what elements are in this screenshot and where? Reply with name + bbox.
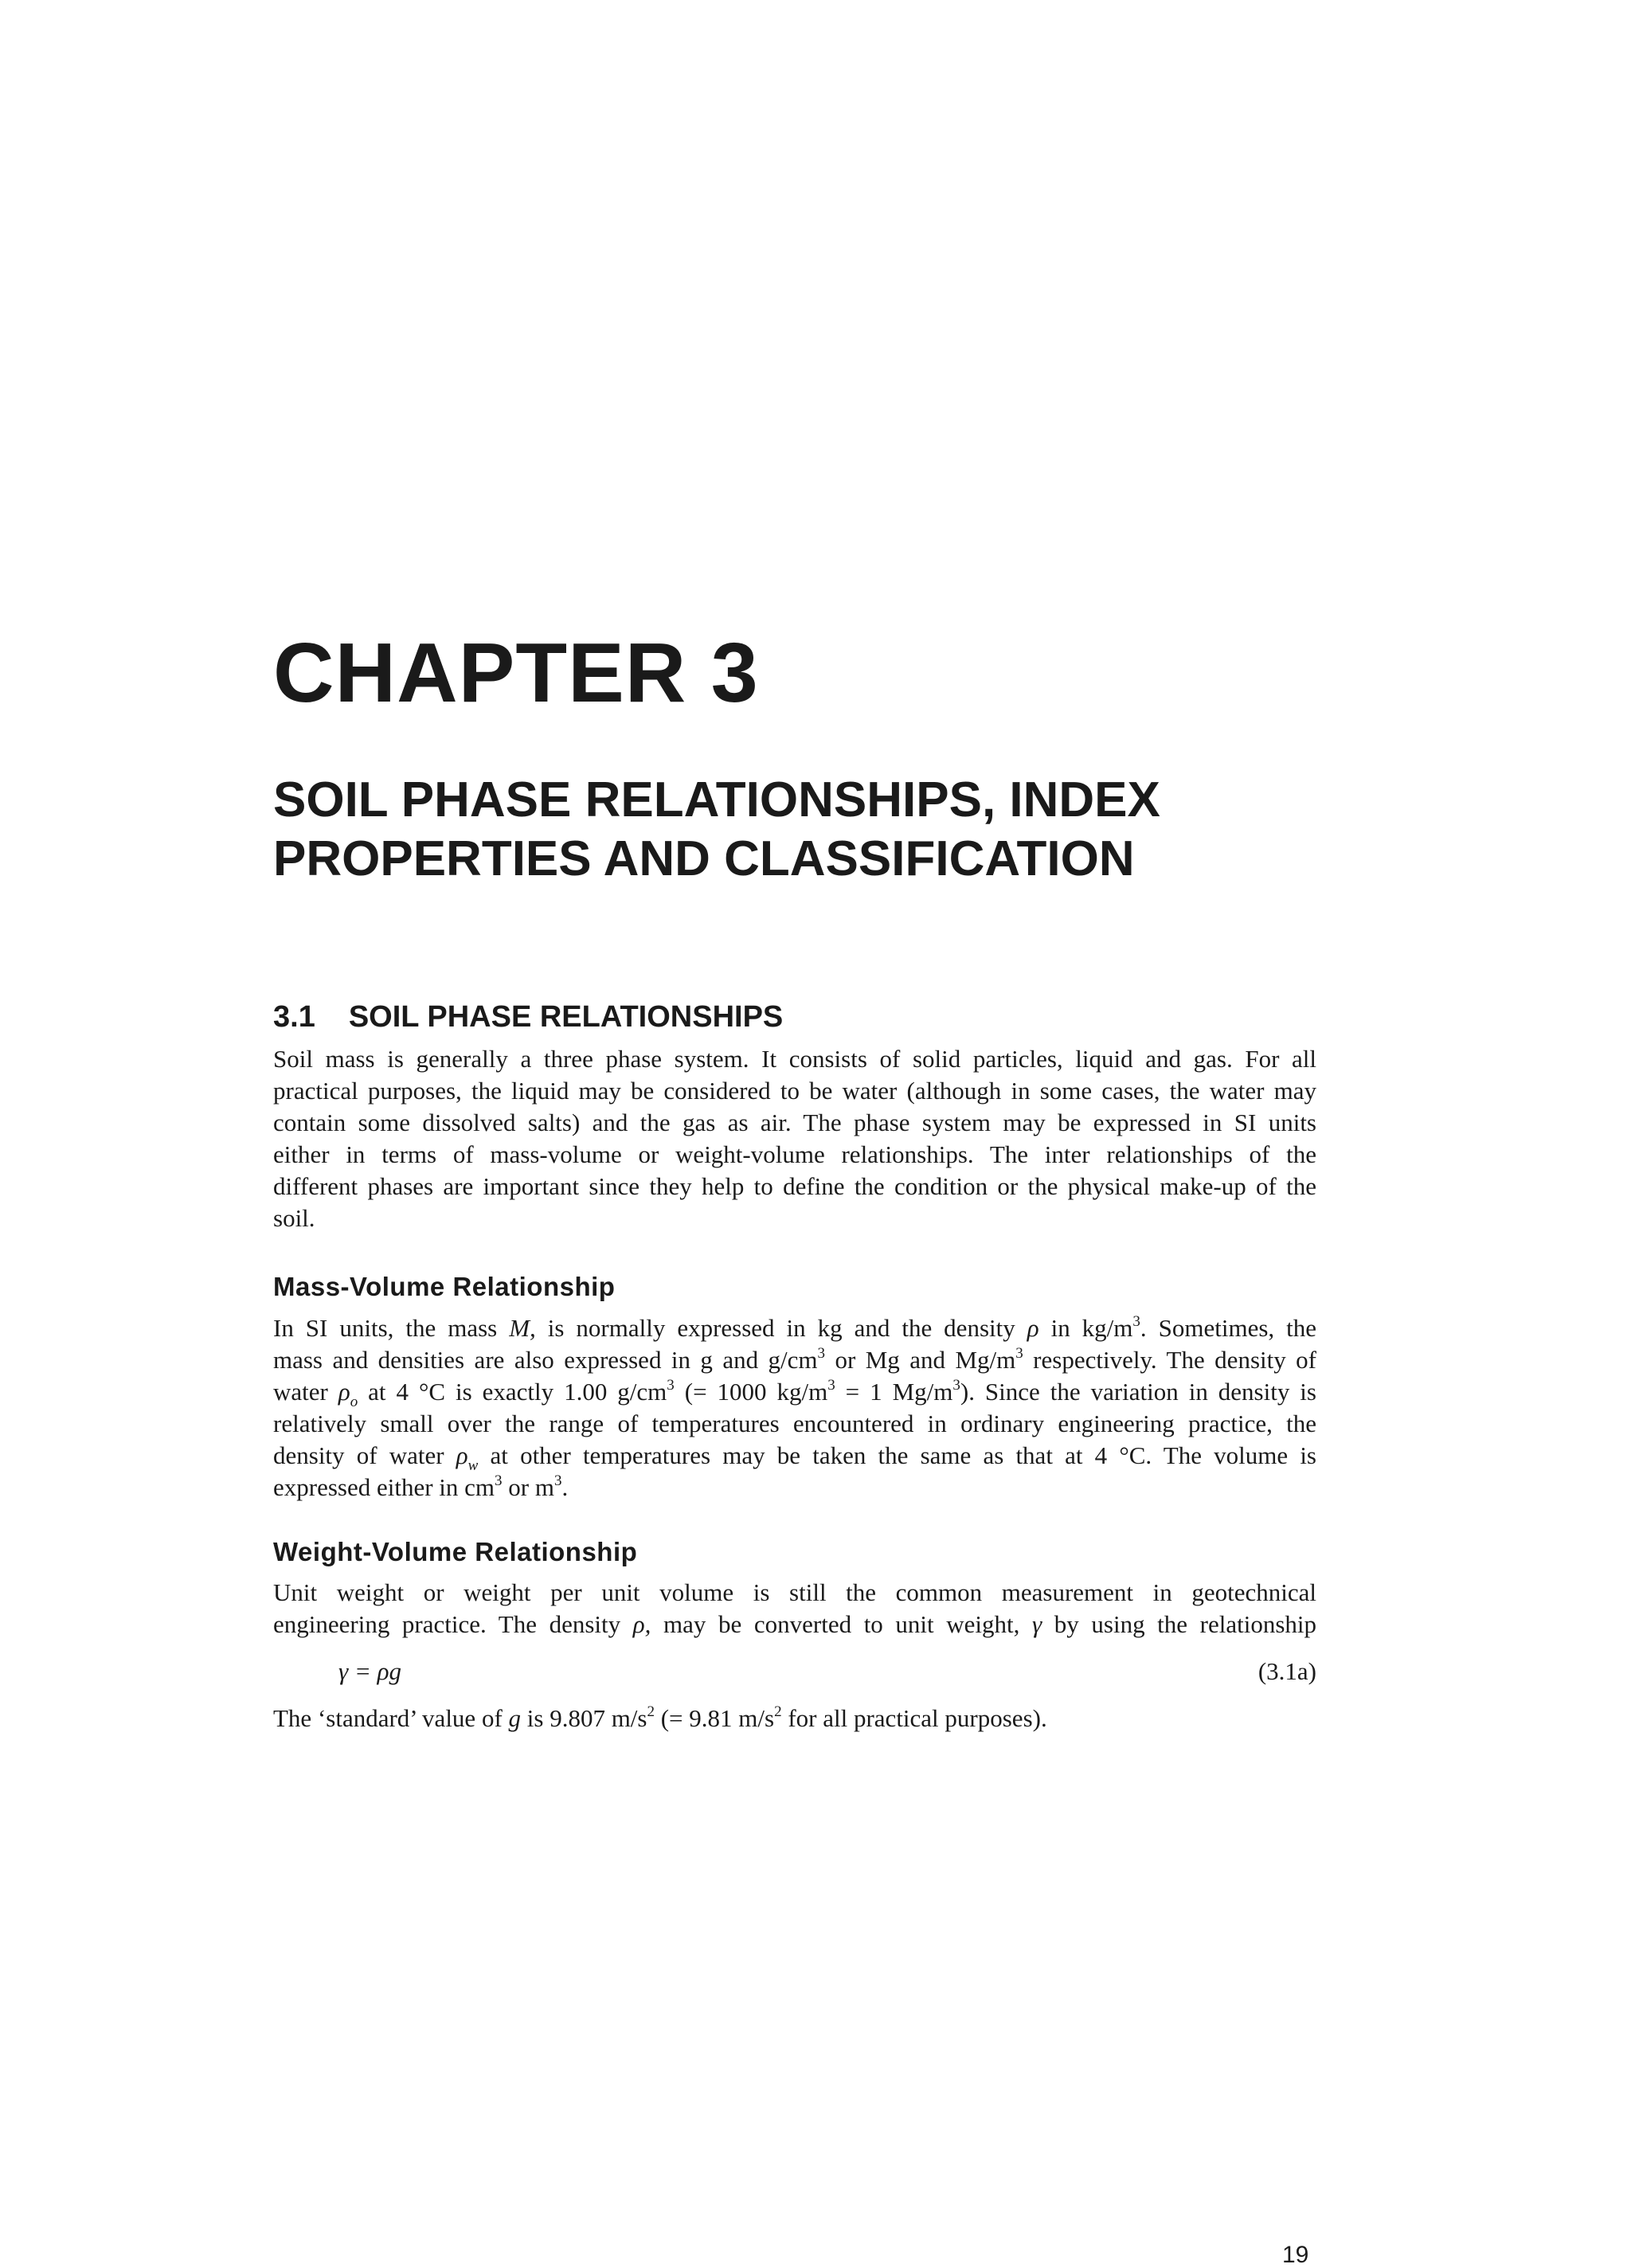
paragraph-line: Soil mass is generally a three phase system. It consists of solid particles, liquid and gas. For all [273,1045,1316,1073]
section-intro-paragraph [273,1043,1316,1234]
paragraph-line: engineering practice. The density ρ, may be converted to unit weight, γ by using the relationship [273,1610,1317,1638]
mass-volume-heading: Mass-Volume Relationship [273,1272,616,1301]
section-heading [273,1002,783,1032]
paragraph-line: expressed either in $cm^3$ or $m^3$. [273,1472,569,1501]
equation-number: (3.1a) [1257,1657,1316,1685]
paragraph-line: either in terms of mass-volume or weight-volume relationships. The inter relationships of the [273,1140,1316,1168]
standard-gravity-paragraph [273,1703,1316,1734]
section-title: SOIL PHASE RELATIONSHIPS [348,1000,784,1034]
chapter-label: CHAPTER 3 [273,626,759,720]
chapter-title-line-1: SOIL PHASE RELATIONSHIPS, INDEX [273,772,1160,827]
equation-3-1a: γ = ρg [338,1657,402,1685]
paragraph-line: contain some dissolved salts) and the gas as air. The phase system may be expressed in SI units [273,1109,1316,1136]
paragraph-line: mass and densities are also expressed in g and $g/cm^3$ or Mg and $Mg/m^3$ respectively. The density of [273,1345,1316,1374]
weight-volume-paragraph [273,1577,1316,1640]
chapter-title-line-2: PROPERTIES AND CLASSIFICATION [273,831,1135,886]
paragraph-line: Unit weight or weight per unit volume is still the common measurement in geotechnical [273,1578,1316,1606]
page-number: 19 [1282,2242,1309,2268]
mass-volume-paragraph [273,1312,1316,1504]
chapter-title [273,771,1468,889]
paragraph-line: soil. [273,1204,315,1232]
paragraph-line: density of water $\rho_w$ at other temperatures may be taken the same as that at 4 °C. The volume is [273,1441,1316,1474]
paragraph-line: water $\rho_o$ at 4 °C is exactly 1.00 $g/cm^3$ (= 1000 $kg/m^3 = 1$ $Mg/m^3$). Since the variation in density is [273,1377,1316,1410]
paragraph-line: The ‘standard’ value of g is 9.807 $m/s^2$ (= 9.81 $m/s^2$ for all practical purposes). [273,1703,1047,1732]
paragraph-line: practical purposes, the liquid may be considered to be water (although in some cases, the water may [273,1077,1316,1105]
weight-volume-heading: Weight-Volume Relationship [273,1537,638,1566]
paragraph-line: different phases are important since they help to define the condition or the physical make-up of the [273,1172,1316,1200]
paragraph-line: relatively small over the range of temperatures encountered in ordinary engineering practice, the [273,1410,1316,1437]
section-number: 3.1 [273,1000,315,1034]
paragraph-line: In SI units, the mass M, is normally expressed in kg and the density ρ in $kg/m^3$. Sometimes, the [273,1313,1317,1342]
